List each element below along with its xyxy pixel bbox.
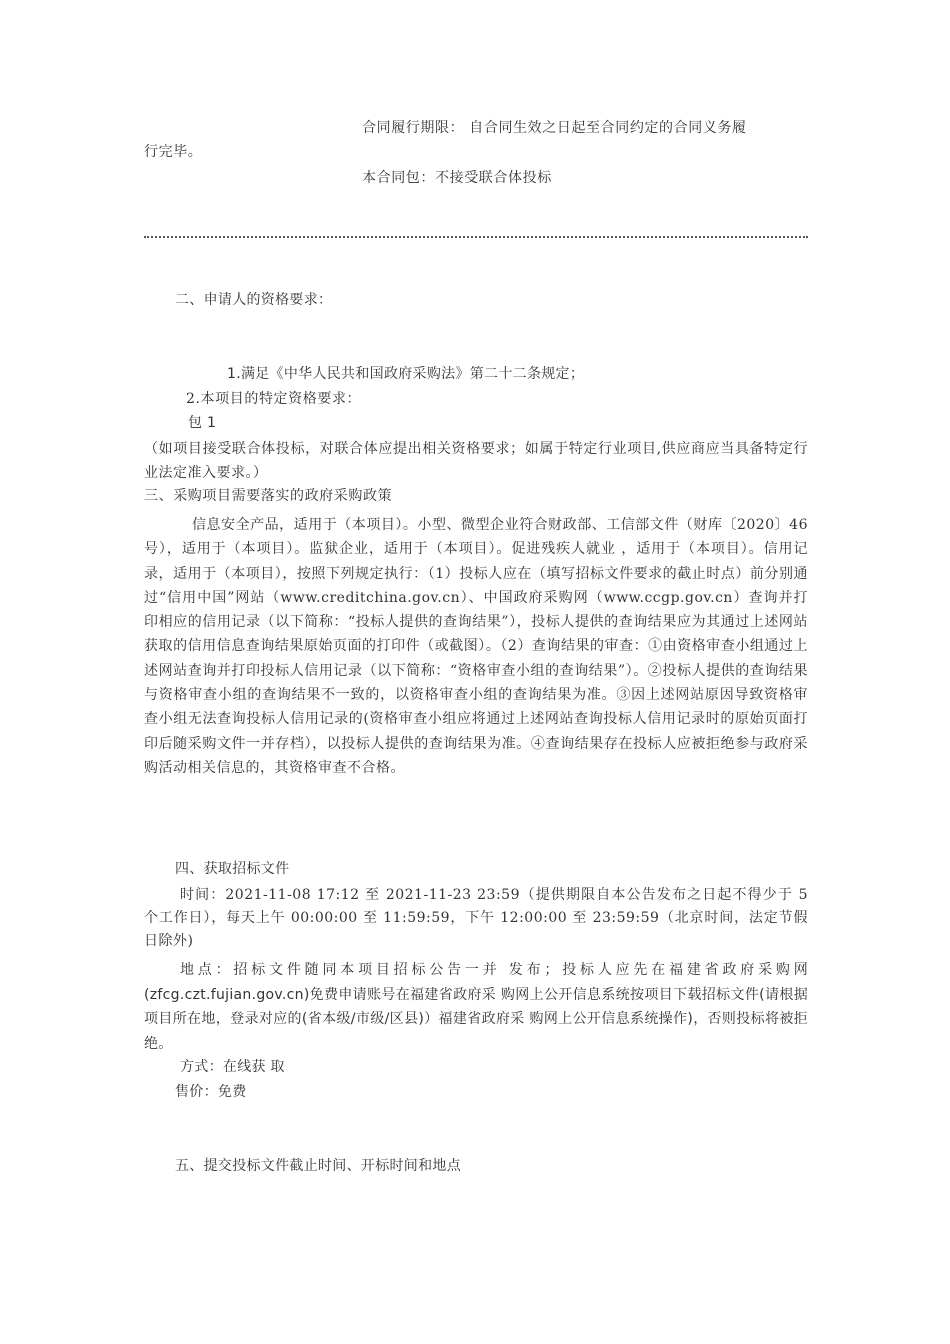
consortium-statement: 本合同包：不接受联合体投标	[362, 170, 552, 186]
contract-period-line1: 合同履行期限： 自合同生效之日起至合同约定的合同义务履	[362, 120, 747, 136]
section2-item1: 1.满足《中华人民共和国政府采购法》第二十二条规定；	[227, 366, 585, 382]
section2-heading: 二、申请人的资格要求：	[175, 292, 333, 308]
section4-method: 方式：在线获 取	[180, 1059, 285, 1075]
dotted-divider	[144, 236, 808, 238]
contract-period-line2: 行完毕。	[144, 144, 203, 160]
package-label: 包 1	[188, 415, 217, 431]
section5-heading: 五、提交投标文件截止时间、开标时间和地点	[175, 1158, 461, 1174]
section4-time: 时间：2021-11-08 17:12 至 2021-11-23 23:59（提供期限自本公告发布之日起不得少于 5 个工作日），每天上午 00:00:00 至 11:59:59，下午 12:00:00 至 23:59:59（北京时间，法定节假日除外)	[144, 887, 808, 949]
section2-note: （如项目接受联合体投标，对联合体应提出相关资格要求；如属于特定行业项目,供应商应当具备特定行业法定准入要求。）	[144, 441, 808, 481]
section2-item2: 2.本项目的特定资格要求：	[186, 391, 362, 407]
section4-price: 售价：免费	[175, 1084, 247, 1100]
section3-heading: 三、采购项目需要落实的政府采购政策	[144, 488, 393, 504]
section3-body: 信息安全产品，适用于（本项目）。小型、微型企业符合财政部、工信部文件（财库〔2020〕46 号），适用于（本项目）。监狱企业，适用于（本项目）。促进残疾人就业 ，适用于（本项目）。信用记录，适用于（本项目），按照下列规定执行：（1）投标人应在（填写招标文件要求的截止时点）前分别通过“信用中国”网站（www.creditchina.gov.cn）、中国政府采购网（www.ccgp.gov.cn）查询并打印相应的信用记录（以下简称：“投标人提供的查询结果”），投标人提供的查询结果应为其通过上述网站获取的信用信息查询结果原始页面的打印件（或截图）。（2）查询结果的审查：①由资格审查小组通过上述网站查询并打印投标人信用记录（以下简称：“资格审查小组的查询结果”）。②投标人提供的查询结果与资格审查小组的查询结果不一致的，以资格审查小组的查询结果为准。③因上述网站原因导致资格审查小组无法查询投标人信用记录的(资格审查小组应将通过上述网站查询投标人信用记录时的原始页面打印后随采购文件一并存档），以投标人提供的查询结果为准。④查询结果存在投标人应被拒绝参与政府采购活动相关信息的，其资格审查不合格。	[144, 517, 808, 776]
section4-heading: 四、获取招标文件	[175, 861, 290, 877]
section4-location: 地点：招标文件随同本项目招标公告一并 发布；投标人应先在福建省政府采购网(zfcg.czt.fujian.gov.cn)免费申请账号在福建省政府采 购网上公开信息系统按项目下载招标文件(请根据项目所在地，登录对应的(省本级/市级/区县)）福建省政府采 购网上公开信息系统操作)，否则投标将被拒绝。	[144, 962, 808, 1052]
